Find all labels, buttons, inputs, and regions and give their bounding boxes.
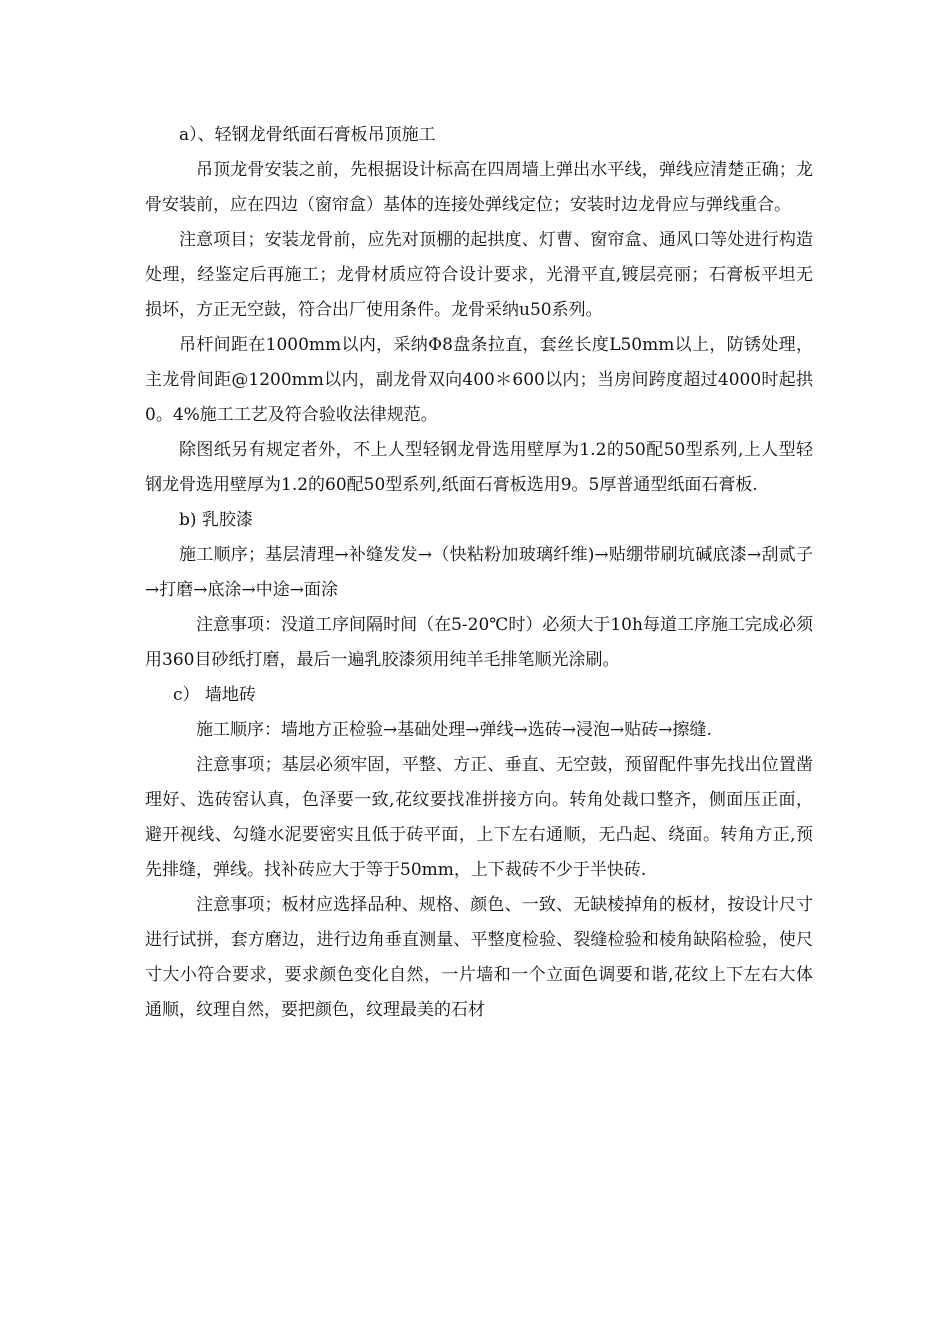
paragraph: 注意事项：没道工序间隔时间（在5-20℃时）必须大于10h每道工序施工完成必须用360目砂纸打磨，最后一遍乳胶漆须用纯羊毛排笔顺光涂刷。 xyxy=(145,615,813,670)
document-body xyxy=(145,118,813,1028)
section-heading-c: c） 墙地砖 xyxy=(173,685,256,705)
paragraph: 注意事项；板材应选择品种、规格、颜色、一致、无缺棱掉角的板材，按设计尺寸进行试拼，套方磨边，进行边角垂直测量、平整度检验、裂缝检验和棱角缺陷检验，使尺寸大小符合要求，要求颜色变化自然，一片墙和一个立面色调要和谐,花纹上下左右大体通顺，纹理自然，要把颜色，纹理最美的石材 xyxy=(145,895,813,1020)
section-heading-a: a）、轻钢龙骨纸面石膏板吊顶施工 xyxy=(179,125,436,145)
paragraph: 注意项目；安装龙骨前，应先对顶棚的起拱度、灯曹、窗帘盒、通风口等处进行构造处理，经鉴定后再施工；龙骨材质应符合设计要求，光滑平直,镀层亮丽；石膏板平坦无损坏，方正无空鼓，符合出厂使用条件。龙骨采纳u50系列。 xyxy=(145,230,813,320)
paragraph: 施工顺序；基层清理→补缝发发→（快粘粉加玻璃纤维)→贴绷带刷坑碱底漆→刮贰子→打磨→底涂→中途→面涂 xyxy=(145,545,813,600)
section-heading-b: b) 乳胶漆 xyxy=(179,510,253,530)
paragraph: 吊杆间距在1000mm以内，采纳Φ8盘条拉直，套丝长度L50mm以上，防锈处理，主龙骨间距@1200mm以内，副龙骨双向400＊600以内；当房间跨度超过4000时起拱0。4%施工工艺及符合验收法律规范。 xyxy=(145,335,813,425)
paragraph: 除图纸另有规定者外，不上人型轻钢龙骨选用壁厚为1.2的50配50型系列,上人型轻钢龙骨选用壁厚为1.2的60配50型系列,纸面石膏板选用9。5厚普通型纸面石膏板. xyxy=(145,440,813,495)
paragraph: 吊顶龙骨安装之前，先根据设计标高在四周墙上弹出水平线，弹线应清楚正确；龙骨安装前，应在四边（窗帘盒）基体的连接处弹线定位；安装时边龙骨应与弹线重合。 xyxy=(145,160,813,215)
paragraph: 注意事项；基层必须牢固，平整、方正、垂直、无空鼓，预留配件事先找出位置凿理好、选砖窑认真，色泽要一致,花纹要找准拼接方向。转角处裁口整齐，侧面压正面，避开视线、勾缝水泥要密实且低于砖平面，上下左右通顺，无凸起、绕面。转角方正,预先排缝，弹线。找补砖应大于等于50mm，上下裁砖不少于半快砖. xyxy=(145,755,813,880)
paragraph: 施工顺序：墙地方正检验→基础处理→弹线→选砖→浸泡→贴砖→擦缝. xyxy=(196,720,712,740)
